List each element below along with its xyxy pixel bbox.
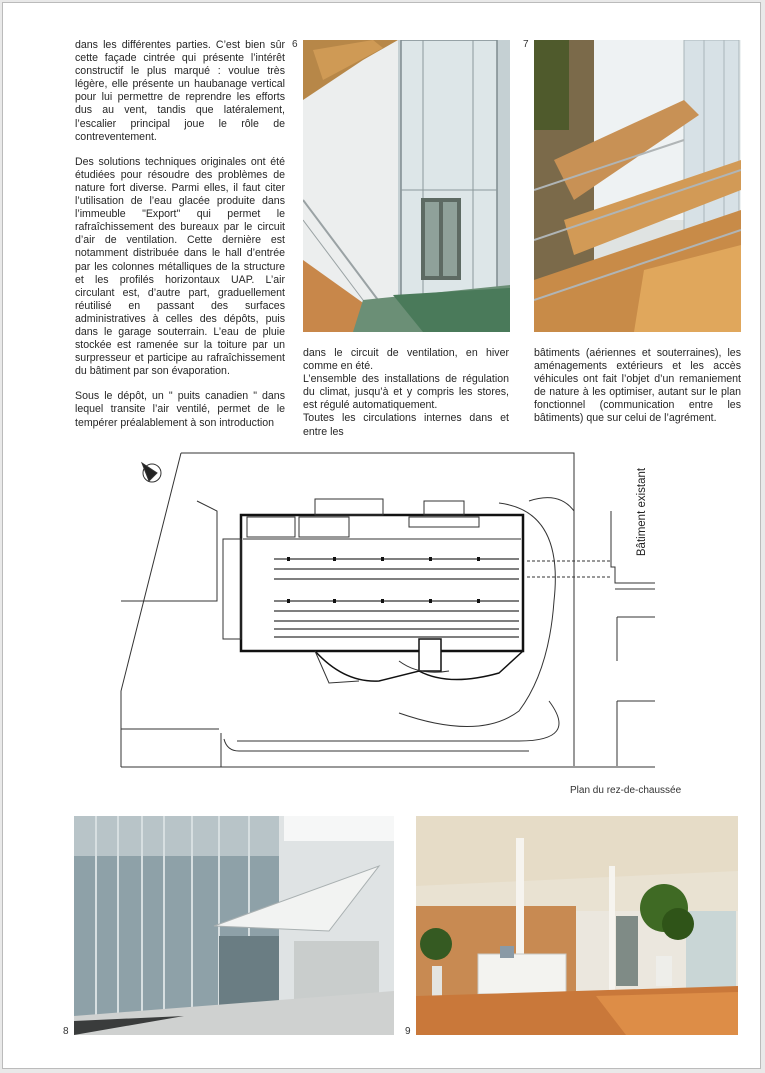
paragraph: dans le circuit de ventilation, en hiver comme en été. bbox=[303, 347, 509, 373]
photo-entrance-canopy bbox=[74, 816, 394, 1035]
paragraph: Toutes les circulations internes dans et entre les bbox=[303, 412, 509, 438]
paragraph: Des solutions techniques originales ont été étudiées pour résoudre des problèmes de nature fort diverse. Parmi elles, il faut citer l’utilisation de l’eau glacée produite dans l’immeuble "Export" qui permet le rafraîchissement des bureaux par le circuit d’air de ventilation. Cette dernière est notamment distribuée dans le hall d’entrée par les colonnes métalliques de la structure et les profilés horizontaux UAP. L’air circulant est, d’autre part, graduellement réutilisé en passant des surfaces administratives à celles des dépôts, puis dans le garage souterrain. L’eau de pluie stockée est ramenée sur la toiture par un surpresseur et participe au rafraîchissement du bâtiment par son évaporation. bbox=[75, 155, 285, 378]
label-text: Bâtiment existant bbox=[636, 467, 648, 557]
figure-number: 6 bbox=[292, 39, 298, 50]
figure-number: 7 bbox=[523, 39, 529, 50]
photo-interior-staircase bbox=[534, 40, 741, 332]
plan-caption: Plan du rez-de-chaussée bbox=[570, 785, 682, 796]
north-arrow-icon bbox=[142, 463, 161, 482]
text-column-2 bbox=[303, 347, 509, 439]
paragraph: L’ensemble des installations de régulation du climat, jusqu’à et y compris les stores, est régulé automatiquement. bbox=[303, 373, 509, 412]
existing-building-label bbox=[631, 458, 653, 576]
figure-number: 9 bbox=[405, 1026, 411, 1037]
text-column-3 bbox=[534, 347, 741, 426]
paragraph: Sous le dépôt, un " puits canadien " dans lequel transite l’air ventilé, permet de le tempérer préalablement à son introduction bbox=[75, 390, 285, 429]
text-column-1 bbox=[75, 39, 285, 442]
figure-number: 8 bbox=[63, 1026, 69, 1037]
photo-glass-elevator-staircase bbox=[303, 40, 510, 332]
paragraph: bâtiments (aériennes et souterraines), les aménagements extérieurs et les accès véhicules ont fait l’objet d’un remaniement de nature à les optimiser, autant sur le plan fonctionnel (communication entre les bâtiments) que sur celui de l’agrément. bbox=[534, 347, 741, 425]
ground-floor-plan bbox=[119, 451, 655, 773]
photo-reception-hall bbox=[416, 816, 738, 1035]
brochure-page bbox=[2, 2, 761, 1069]
paragraph: dans les différentes parties. C’est bien sûr cette façade cintrée qui présente l’intérêt constructif le plus marqué : voulue très légère, elle présente un haubanage vertical pour lui permettre de reprendre les efforts dus au vent, tandis que latéralement, l’escalier principal joue le rôle de contreventement. bbox=[75, 39, 285, 143]
